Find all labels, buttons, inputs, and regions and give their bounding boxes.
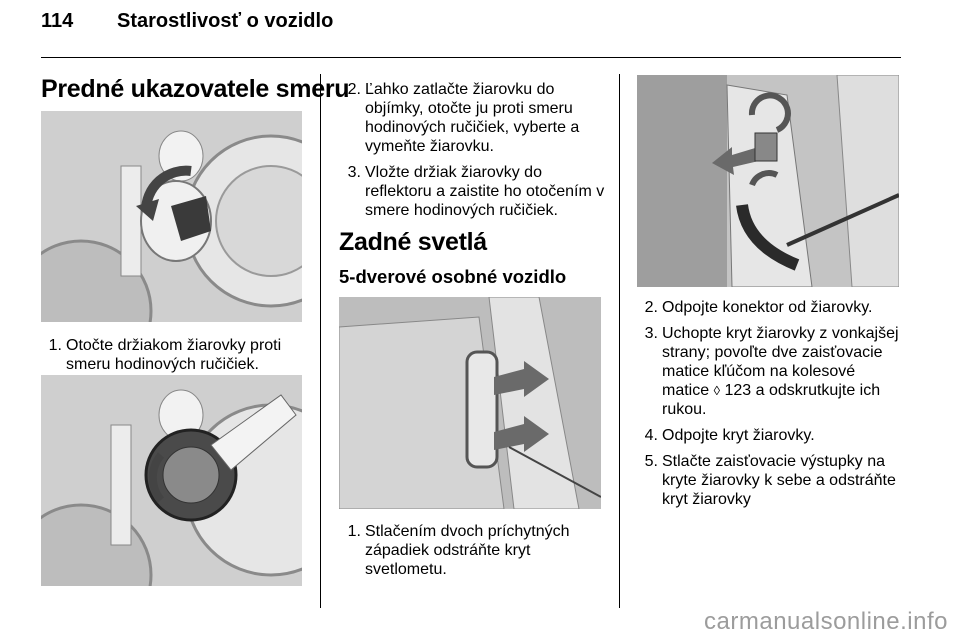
step-number: 2.: [347, 81, 361, 98]
step-text: Otočte držiakom žiarovky proti smeru hodinových ručičiek.: [66, 337, 282, 373]
step-number: 5.: [644, 453, 658, 470]
watermark: carmanualsonline.info: [704, 608, 948, 635]
step-number: 1.: [48, 337, 62, 354]
step-list: [339, 80, 609, 227]
list-item: [636, 324, 906, 419]
list-item: [40, 336, 308, 374]
step-text: Stlačením dvoch príchytných západiek odstráňte kryt svetlometu.: [365, 523, 570, 578]
photo-front-indicator-bulbholder: [41, 111, 302, 322]
step-number: 3.: [644, 325, 658, 342]
step-text: 123 a odskrutkujte ich rukou.: [662, 382, 881, 418]
list-item: [339, 80, 609, 156]
photo-rear-light-cover: [339, 297, 601, 509]
list-item: [636, 452, 906, 509]
list-item: [636, 298, 906, 317]
photo-rear-light-connector: [637, 75, 899, 287]
step-list: [339, 522, 609, 586]
page-number: 114: [41, 10, 74, 32]
header-title: Starostlivosť o vozidlo: [117, 10, 334, 32]
column-divider: [320, 74, 321, 608]
page-reference-icon[interactable]: ◊: [713, 383, 721, 398]
step-text: Uchopte kryt žiarovky z vonkajšej strany; povoľte dve zaisťovacie matice kľúčom na kolesové matice: [662, 325, 899, 399]
section-title-front-indicators: Predné ukazovatele smeru: [41, 75, 350, 103]
step-number: 1.: [347, 523, 361, 540]
step-text: Ľahko zatlačte žiarovku do objímky, otočte ju proti smeru hodinových ručičiek, vyberte a vymeňte žiarovku.: [365, 81, 580, 155]
subsection-title: 5-dverové osobné vozidlo: [339, 266, 567, 287]
step-number: 2.: [644, 299, 658, 316]
photo-front-indicator-bulb-removal: [41, 375, 302, 586]
step-number: 3.: [347, 164, 361, 181]
column-divider: [619, 74, 620, 608]
list-item: [339, 522, 609, 579]
step-number: 4.: [644, 427, 658, 444]
step-text: Odpojte kryt žiarovky.: [662, 427, 815, 444]
list-item: [339, 163, 609, 220]
step-text: Stlačte zaisťovacie výstupky na kryte žiarovky k sebe a odstráňte kryt žiarovky: [662, 453, 896, 508]
header-divider: [41, 57, 901, 58]
step-text: Vložte držiak žiarovky do reflektoru a zaistite ho otočením v smere hodinových ručičiek.: [365, 164, 605, 219]
section-title-rear-lights: Zadné svetlá: [339, 228, 487, 256]
step-text: Odpojte konektor od žiarovky.: [662, 299, 873, 316]
list-item: [636, 426, 906, 445]
step-list: [636, 298, 906, 516]
